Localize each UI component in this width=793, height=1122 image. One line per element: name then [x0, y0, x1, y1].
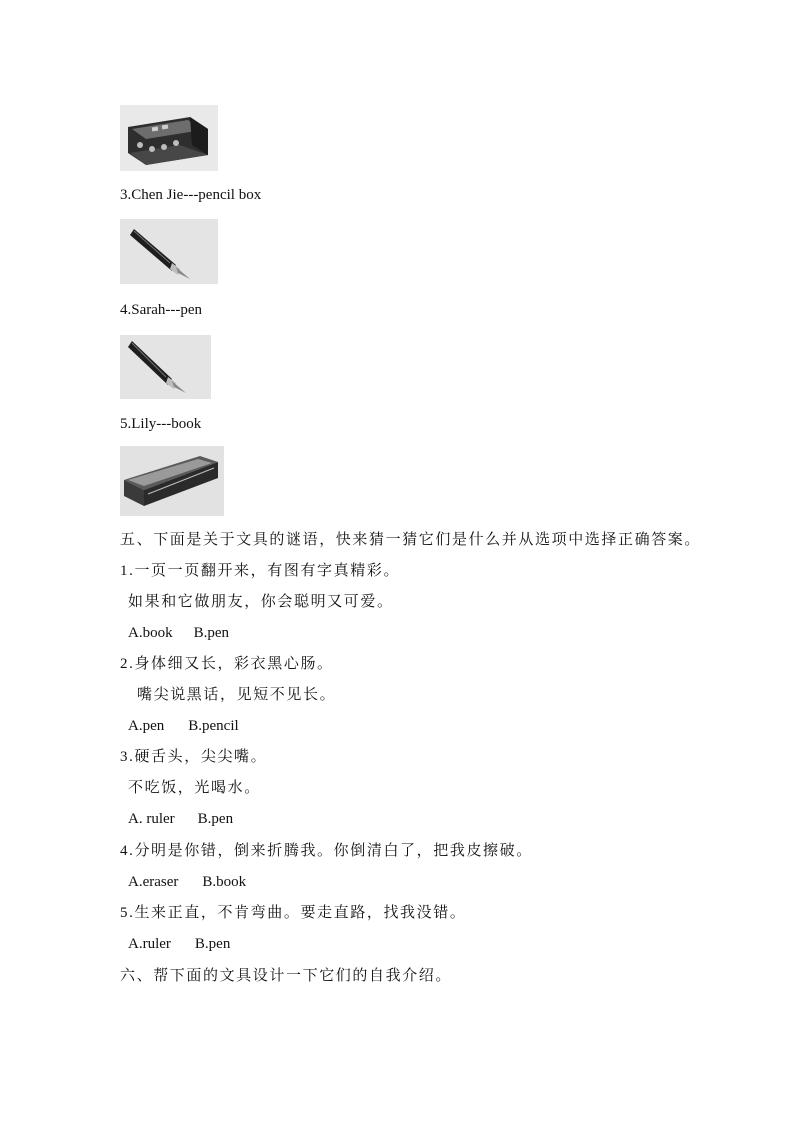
riddle-2-line-1: 2.身体细又长，彩衣黑心肠。	[120, 656, 334, 672]
riddle-1-options	[128, 624, 229, 642]
riddle-1-option-a: A.book	[128, 625, 173, 641]
riddle-2-line-2: 嘴尖说黑话，见短不见长。	[137, 687, 337, 703]
riddle-2-option-b: B.pencil	[188, 718, 239, 734]
riddle-5-options	[128, 935, 230, 953]
riddle-5-line-1: 5.生来正直，不肯弯曲。要走直路，找我没错。	[120, 905, 467, 921]
pencil-case-icon	[120, 105, 218, 171]
riddle-3-line-2: 不吃饭，光喝水。	[128, 780, 261, 796]
riddle-4-options	[128, 873, 246, 891]
item-4-text: 4.Sarah---pen	[120, 302, 203, 318]
fountain-pen-icon	[120, 335, 211, 399]
pen-picture-1	[120, 219, 218, 284]
riddle-1-line-2: 如果和它做朋友，你会聪明又可爱。	[128, 594, 394, 610]
pencil-case-picture	[120, 105, 218, 171]
riddle-4-option-a: A.eraser	[128, 874, 179, 890]
riddle-3-option-b: B.pen	[197, 811, 234, 827]
item-3-text: 3.Chen Jie---pencil box	[120, 187, 262, 203]
item-5-text: 5.Lily---book	[120, 416, 202, 432]
pencil-box-icon	[120, 446, 224, 516]
pencil-box-picture	[120, 446, 224, 516]
section-6-heading: 六、帮下面的文具设计一下它们的自我介绍。	[120, 968, 453, 984]
riddle-1-option-b: B.pen	[193, 625, 230, 641]
section-5-heading: 五、下面是关于文具的谜语，快来猜一猜它们是什么并从选项中选择正确答案。	[120, 532, 702, 548]
riddle-2-options	[128, 717, 239, 735]
riddle-2-option-a: A.pen	[128, 718, 165, 734]
riddle-5-option-b: B.pen	[194, 936, 231, 952]
riddle-4-option-b: B.book	[202, 874, 247, 890]
riddle-5-option-a: A.ruler	[128, 936, 171, 952]
riddle-3-option-a: A. ruler	[128, 811, 175, 827]
riddle-1-line-1: 1.一页一页翻开来，有图有字真精彩。	[120, 563, 401, 579]
riddle-3-line-1: 3.硬舌头，尖尖嘴。	[120, 749, 268, 765]
riddle-4-line-1: 4.分明是你错，倒来折腾我。你倒清白了，把我皮擦破。	[120, 843, 533, 859]
riddle-3-options	[128, 810, 233, 828]
fountain-pen-icon	[120, 219, 218, 284]
pen-picture-2	[120, 335, 211, 399]
